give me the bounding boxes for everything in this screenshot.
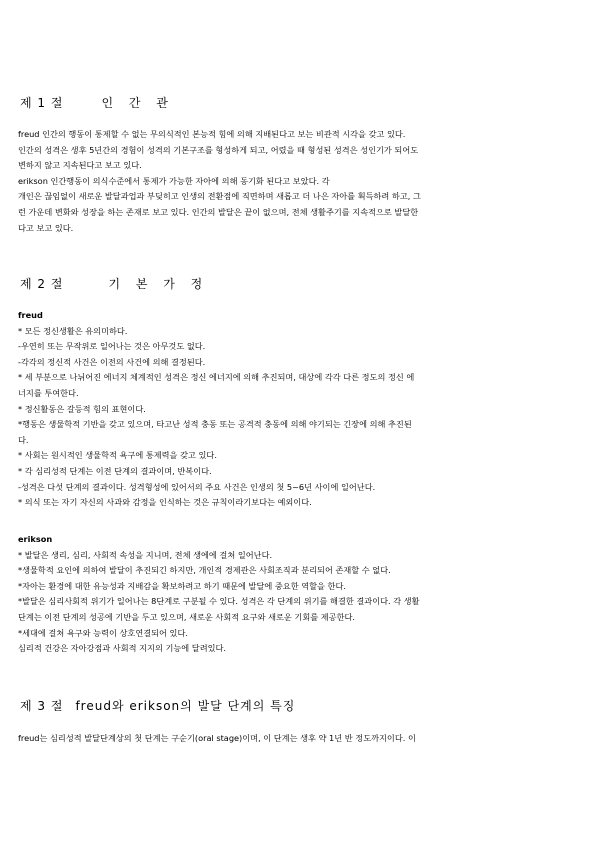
section1-line: 런 가운데 변화와 성장을 하는 존재로 보고 있다. 인간의 발달은 끝이 없으며, 전체 생활주기를 지속적으로 발달한 (18, 206, 419, 217)
erikson-line: *세대에 걸쳐 욕구와 능력이 상호연결되어 있다. (18, 627, 188, 638)
section1-line: 다고 보고 있다. (18, 222, 74, 233)
erikson-line: *발달은 심리사회적 위기가 일어나는 8단계로 구분될 수 있다. 성격은 각 단계의 위기를 해결한 결과이다. 각 생활 (18, 596, 420, 607)
erikson-line: *생물학적 요인에 의하여 발달이 추진되긴 하지만, 개인적 경제관은 사회조직과 분리되어 존재할 수 없다. (18, 565, 391, 576)
erikson-line: * 발달은 생리, 심리, 사회적 속성을 지니며, 전체 생에에 걸쳐 일어난다. (18, 549, 273, 560)
section1-body (18, 127, 578, 236)
section1-line: erikson 인간행동이 의식수준에서 통제가 가능한 자아에 의해 동기화 된다고 보았다. 각 (18, 175, 330, 186)
section2-title: 기 본 가 정 (108, 277, 209, 291)
section2-freud-body (18, 308, 578, 511)
freud-line: * 모든 정신생활은 유의미하다. (18, 325, 128, 336)
freud-line: * 사회는 원시적인 생물학적 욕구에 통제력을 갖고 있다. (18, 450, 217, 461)
section2-number: 제 2 절 (20, 277, 64, 291)
section2-heading (20, 275, 208, 292)
freud-line: * 의식 또는 자기 자신의 사과와 감정을 인식하는 것은 규칙이라기보다는 예외이다. (18, 497, 312, 508)
section1-line: 개인은 끊임없이 새로운 발달과업과 부딪히고 인생의 전환점에 직면하며 새롭고 더 나은 자아를 획득하려 하고, 그 (18, 191, 421, 202)
erikson-line: 심리적 건강은 자아강점과 사회적 지지의 기능에 달려있다. (18, 643, 227, 654)
freud-line: * 정신활동은 갈등적 힘의 표현이다. (18, 403, 146, 414)
section3-heading (20, 697, 295, 714)
freud-line: 너지를 투여한다. (18, 387, 79, 398)
section1-heading (20, 94, 174, 111)
section3-body (18, 731, 578, 747)
freud-label: freud (18, 310, 43, 320)
freud-line: -각각의 정신적 사건은 이전의 사건에 의해 결정된다. (18, 356, 206, 367)
section2-erikson-body (18, 532, 578, 657)
section1-number: 제 1 절 (20, 96, 64, 110)
freud-line: 다. (18, 434, 29, 445)
section1-line: 변하지 않고 지속된다고 보고 있다. (18, 160, 142, 171)
freud-line: * 각 심리성적 단계는 이전 단계의 결과이며, 반복이다. (18, 465, 212, 476)
freud-line: *행동은 생물학적 기반을 갖고 있으며, 타고난 성적 충동 또는 공격적 충동에 의해 야기되는 긴장에 의해 추진된 (18, 419, 412, 430)
section1-title: 인 간 관 (101, 96, 174, 110)
section3-line: freud는 심리성적 발달단계상의 첫 단계는 구순기(oral stage)이며, 이 단계는 생후 약 1년 반 정도까지이다. 이 (18, 733, 416, 743)
erikson-line: 단계는 이전 단계의 성공에 기반을 두고 있으며, 새로운 사회적 요구와 새로운 기회를 제공한다. (18, 611, 355, 622)
section3-title: freud와 erikson의 발달 단계의 특징 (75, 699, 296, 713)
section1-line: freud 인간의 행동이 통제할 수 없는 무의식적인 본능적 힘에 의해 지배된다고 보는 비관적 시각을 갖고 있다. (18, 129, 406, 139)
freud-line: -성격은 다섯 단계의 결과이다. 성격형성에 있어서의 주요 사건은 인생의 첫 5~6년 사이에 일어난다. (18, 481, 376, 492)
section3-number: 제 3 절 (20, 699, 64, 713)
section1-line: 인간의 성격은 생후 5년간의 경험이 성격의 기본구조를 형성하게 되고, 어렸을 때 형성된 성격은 성인기가 되어도 (18, 144, 419, 155)
freud-line: -우연히 또는 무작위로 일어나는 것은 아무것도 없다. (18, 341, 206, 352)
erikson-line: *자아는 환경에 대한 유능성과 지배감을 확보하려고 하기 때문에 발달에 중요한 역할을 한다. (18, 580, 346, 591)
erikson-label: erikson (18, 534, 53, 544)
freud-line: * 세 부분으로 나뉘어진 에너지 체계적인 성격은 정신 에너지에 의해 추진되며, 대상에 각각 다른 정도의 정신 에 (18, 372, 415, 383)
